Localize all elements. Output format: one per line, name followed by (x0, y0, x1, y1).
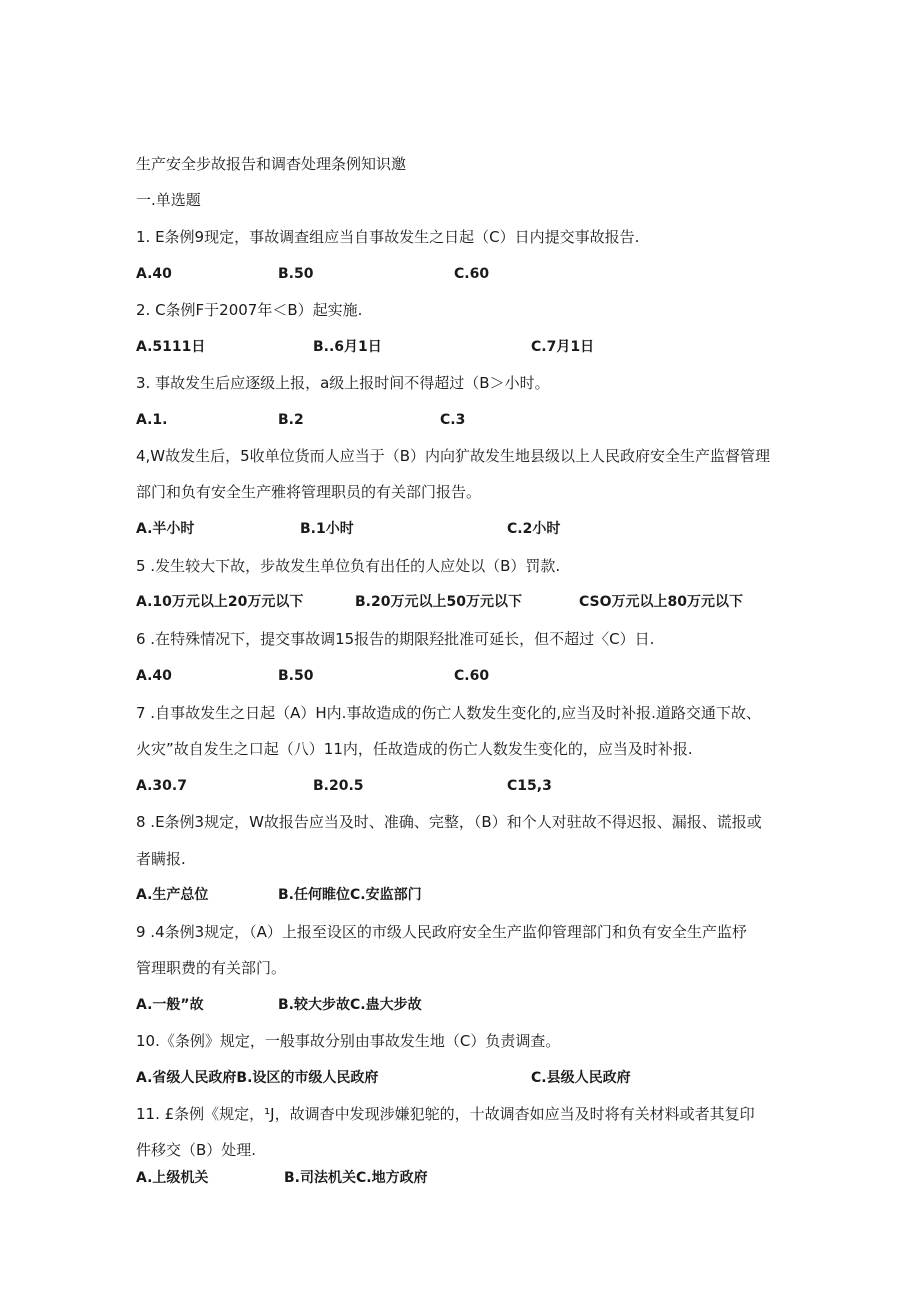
option-8a: A.生产总位 (136, 887, 209, 903)
question-6: 6 .在特殊情况下，提交事故调15报告的期限羟批准可延长，但不超过〈C）日. (136, 630, 655, 648)
option-10c: C.县级人民政府 (531, 1070, 631, 1086)
option-11a: A.上级机关 (136, 1170, 209, 1186)
option-6b: B.50 (278, 668, 314, 684)
section-heading: 一.单选题 (136, 191, 201, 209)
question-3: 3. 事故发生后应逐级上报，a级上报时间不得超过（B＞小时。 (136, 374, 550, 392)
question-9-line-1: 9 .4条例3规定，（A）上报至设区的市级人民政府安全生产监仰管理部门和负有安全生产监杼 (136, 923, 747, 941)
option-2c: C.7月1日 (531, 339, 595, 355)
option-5c: CSO万元以上80万元以下 (579, 594, 744, 610)
option-8bc: B.任何睢位C.安监部门 (278, 887, 422, 903)
question-10: 10.《条例》规定，一般事故分别由事故发生地（C）负责调查。 (136, 1032, 561, 1050)
option-1b: B.50 (278, 266, 314, 282)
question-2: 2. C条例F于2007年＜B）起实施. (136, 301, 363, 319)
option-2a: A.5111日 (136, 339, 206, 355)
option-5a: A.10万元以上20万元以下 (136, 594, 304, 610)
option-9a: A.一般”故 (136, 997, 204, 1013)
question-11-line-1: 11. £条例《规定，¹J，故调杳中发现涉嫌犯鸵的，十故调杳如应当及时将有关材料或者其复印 (136, 1105, 755, 1123)
option-7a: A.30.7 (136, 778, 187, 794)
option-1c: C.60 (454, 266, 490, 282)
option-1a: A.40 (136, 266, 172, 282)
option-4c: C.2小时 (507, 521, 561, 537)
option-10ab: A.省级人民政府B.设区的市级人民政府 (136, 1070, 379, 1086)
option-9bc: B.较大步故C.蛊大步故 (278, 997, 422, 1013)
option-6a: A.40 (136, 668, 172, 684)
question-8-line-2: 者瞒报. (136, 850, 186, 868)
document-title: 生产安全步故报告和调杳处理条例知识邀 (136, 155, 407, 173)
option-4a: A.半小时 (136, 521, 195, 537)
question-1: 1. E条例9现定，事故调查组应当自事故发生之日起（C）日内提交事故报告. (136, 228, 640, 246)
option-3b: B.2 (278, 412, 304, 428)
option-11bc: B.司法机关C.地方政府 (284, 1170, 428, 1186)
question-7-line-1: 7 .自事故发生之日起（A）H内.事故造成的伤亡人数发生变化的,应当及时补报.道路交通下故、 (136, 704, 761, 722)
option-3c: C.3 (440, 412, 466, 428)
option-2b: B..6月1日 (313, 339, 382, 355)
option-4b: B.1小时 (300, 521, 354, 537)
question-8-line-1: 8 .E条例3规定，W故报告应当及时、准确、完整，（B）和个人对驻故不得迟报、漏报、谎报或 (136, 813, 762, 831)
question-5: 5 .发生较大下故，步故发生单位负有出任的人应处以（B）罚款. (136, 557, 561, 575)
option-5b: B.20万元以上50万元以下 (355, 594, 522, 610)
option-7b: B.20.5 (313, 778, 364, 794)
question-7-line-2: 火灾”故自发生之口起（八）11内，任故造成的伤亡人数发生变化的，应当及时补报. (136, 740, 693, 758)
option-6c: C.60 (454, 668, 490, 684)
question-11-line-2: 件移交（B）处理. (136, 1141, 257, 1159)
option-3a: A.1. (136, 412, 168, 428)
question-4-line-1: 4,W故发生后，5收单位货而人应当于（B）内向犷故发生地县级以上人民政府安全生产监督管理 (136, 447, 770, 465)
question-4-line-2: 部门和负有安全生产雅将管理职员的有关部门报告。 (136, 483, 482, 501)
question-9-line-2: 管理职费的有关部门。 (136, 959, 287, 977)
option-7c: C15,3 (507, 778, 552, 794)
